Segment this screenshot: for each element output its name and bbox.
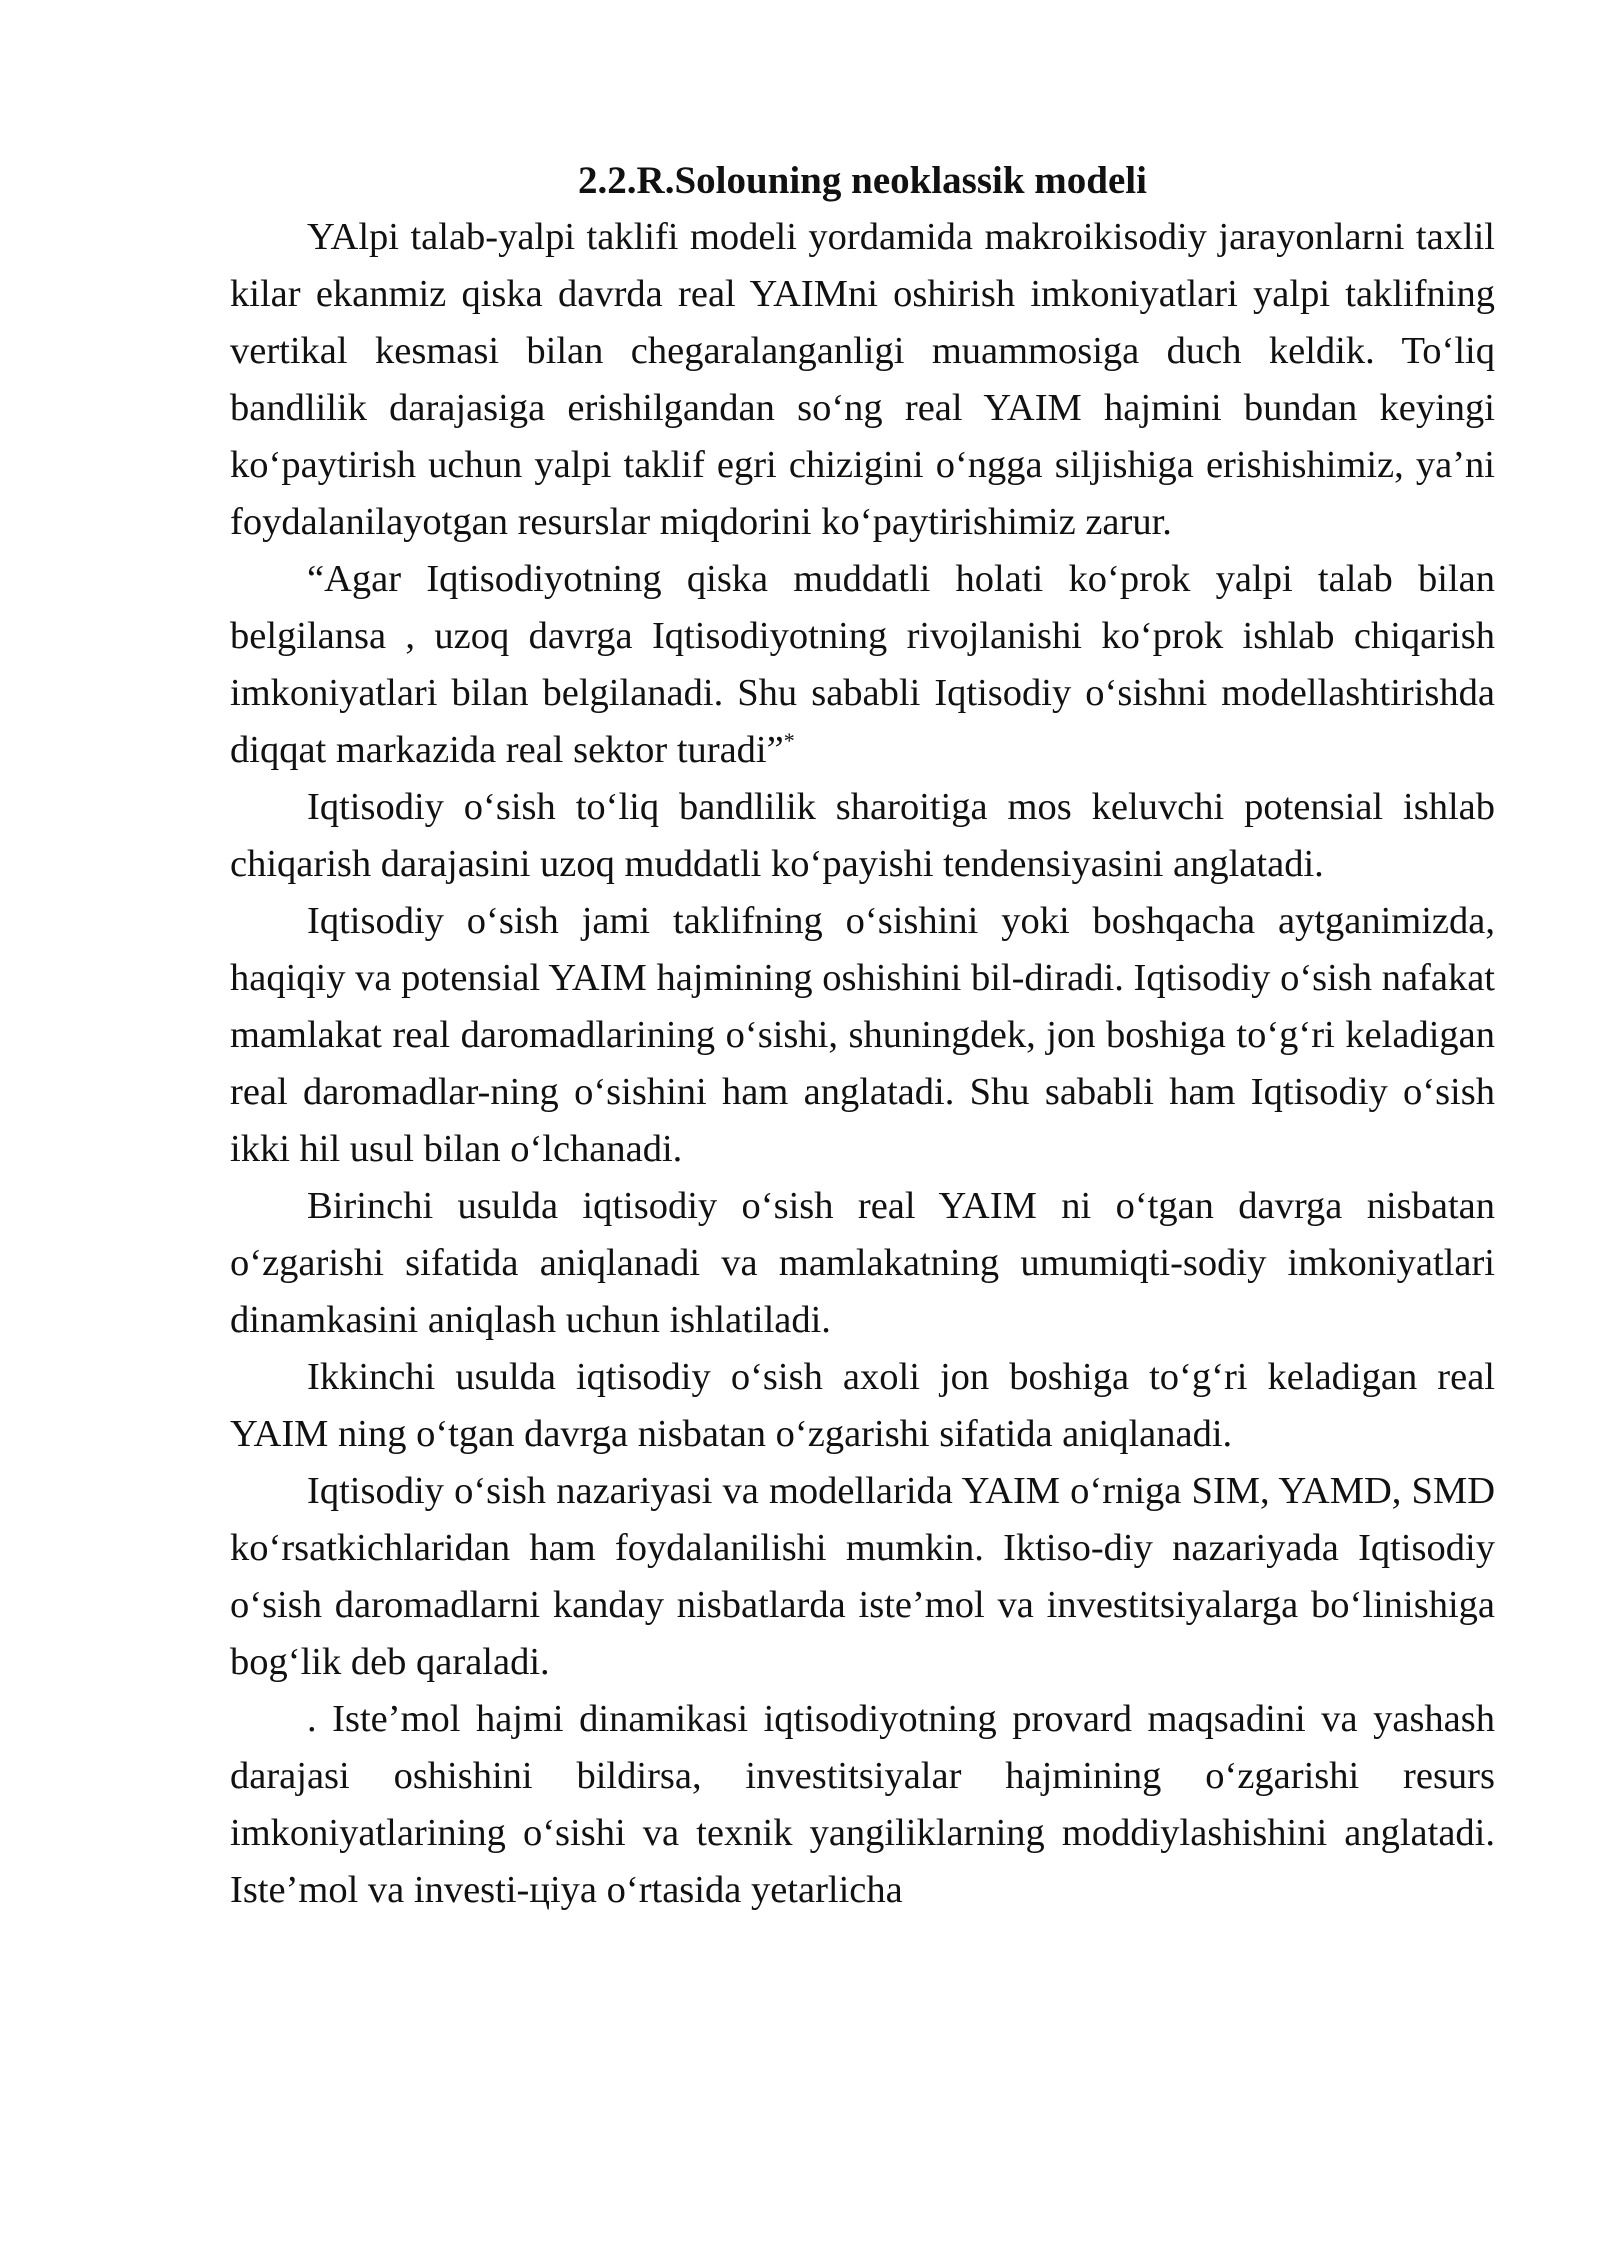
paragraph-6: Ikkinchi usulda iqtisodiy o‘sish axoli jon boshiga to‘g‘ri keladigan real YAIM ning o‘tgan davrga nisbatan o‘zgarishi sifatida aniqlanadi.	[230, 1356, 1495, 1455]
paragraph-5: Birinchi usulda iqtisodiy o‘sish real YAIM ni o‘tgan davrga nisbatan o‘zgarishi sifatida aniqlanadi va mamlakatning umumiqti-sodiy imkoniyatlari dinamkasini aniqlash uchun ishlatiladi.	[230, 1185, 1495, 1341]
paragraph-4: Iqtisodiy o‘sish jami taklifning o‘sishini yoki boshqacha aytganimizda, haqiqiy va potensial YAIM hajmining oshishini bil-diradi. Iqtisodiy o‘sish nafakat mamlakat real daromadlarining o‘sishi, shuningdek, jon boshiga to‘g‘ri keladigan real daromadlar-ning o‘sishini ham anglatadi. Shu sababli ham Iqtisodiy o‘sish ikki hil usul bilan o‘lchanadi.	[230, 900, 1495, 1170]
paragraph-1: YAlpi talab-yalpi taklifi modeli yordamida makroikisodiy jarayonlarni taxlil kilar ekanmiz qiska davrda real YAIMni oshirish imkoniyatlari yalpi taklifning vertikal kesmasi bilan chegaralanganligi muammosiga duch keldik. To‘liq bandlilik darajasiga erishilgandan so‘ng real YAIM hajmini bundan keyingi ko‘paytirish uchun yalpi taklif egri chizigini o‘ngga siljishiga erishishimiz, ya’ni foydalanilayotgan resurslar miqdorini ko‘paytirishimiz zarur.	[230, 216, 1495, 543]
paragraph-7: Iqtisodiy o‘sish nazariyasi va modellarida YAIM o‘rniga SIM, YAMD, SMD ko‘rsatkichlaridan ham foydalanilishi mumkin. Iktiso-diy nazariyada Iqtisodiy o‘sish daromadlarni kanday nisbatlarda iste’mol va investitsiyalarga bo‘linishiga bog‘lik deb qaraladi.	[230, 1470, 1495, 1683]
footnote-marker: *	[783, 728, 795, 754]
paragraph-8: . Iste’mol hajmi dinamikasi iqtisodiyotning provard maqsadini va yashash darajasi oshishini bildirsa, investitsiyalar hajmining o‘zgarishi resurs imkoniyatlarining o‘sishi va texnik yangiliklarning moddiylashishini anglatadi. Iste’mol va investi-цiya o‘rtasida yetarlicha	[230, 1698, 1495, 1911]
section-title: 2.2.R.Solouning neoklassik modeli	[578, 159, 1147, 202]
document-page	[230, 152, 1495, 1919]
paragraph-2-quote	[230, 551, 1495, 779]
quote-text: “Agar Iqtisodiyotning qiska muddatli holati ko‘prok yalpi talab bilan belgilansa , uzoq davrga Iqtisodiyotning rivojlanishi ko‘prok ishlab chiqarish imkoniyatlari bilan belgilanadi. Shu sababli Iqtisodiy o‘sishni modellashtirishda diqqat markazida real sektor turadi”	[230, 558, 1495, 771]
paragraph-3: Iqtisodiy o‘sish to‘liq bandlilik sharoitiga mos keluvchi potensial ishlab chiqarish darajasini uzoq muddatli ko‘payishi tendensiyasini anglatadi.	[230, 786, 1495, 885]
